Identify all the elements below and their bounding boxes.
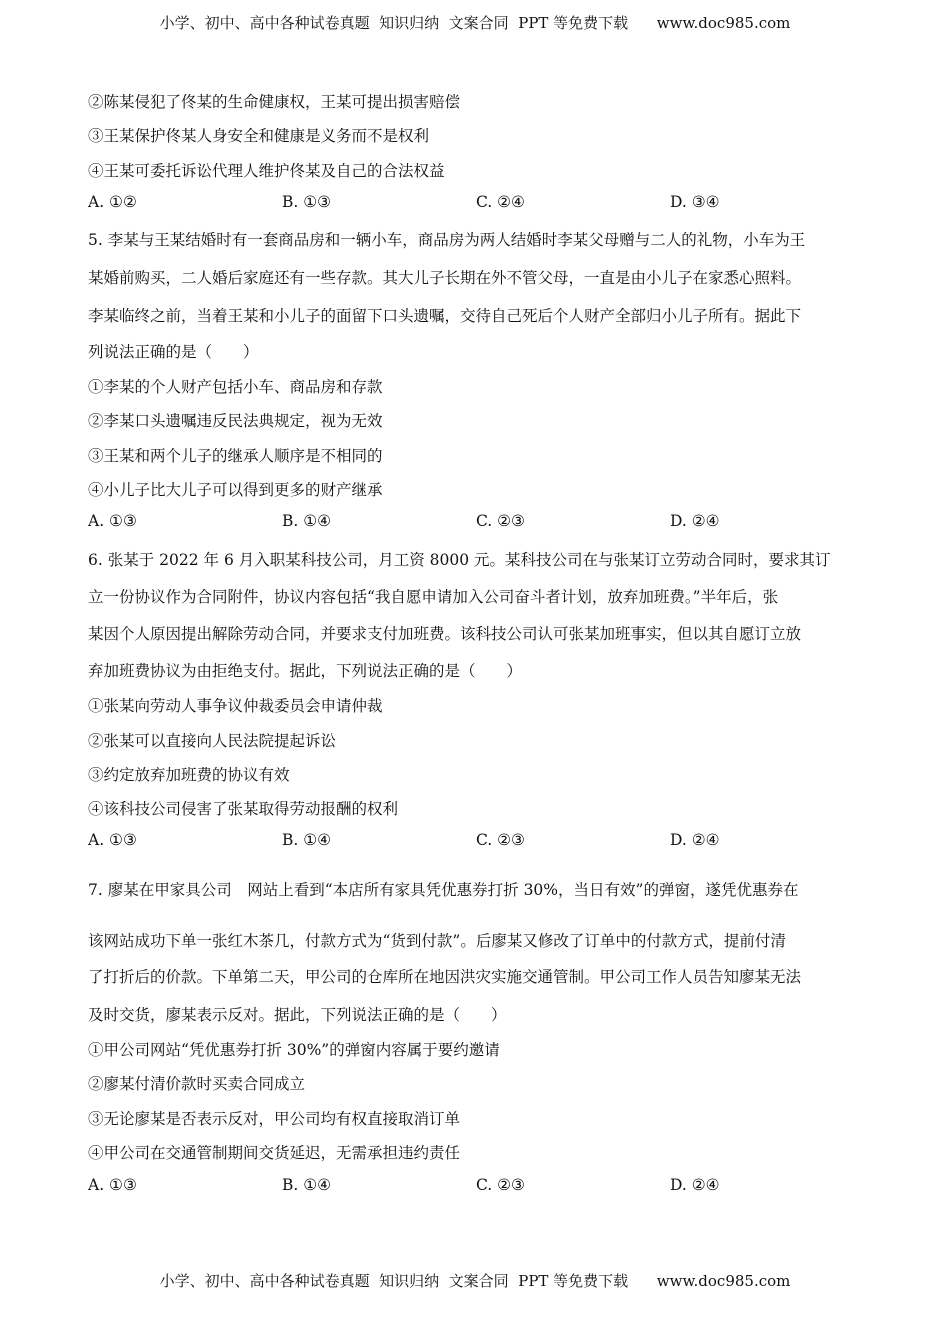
q7-option-a: A. ①③	[88, 1176, 137, 1194]
q7-stem-line-2: 该网站成功下单一张红木茶几，付款方式为“货到付款”。后廖某又修改了订单中的付款方式，提前付清	[88, 932, 786, 950]
q5-option-b: B. ①④	[282, 512, 332, 530]
q4-item-4: ④王某可委托诉讼代理人维护佟某及自己的合法权益	[88, 162, 445, 180]
q4-option-d: D. ③④	[670, 193, 720, 211]
q5-item-2: ②李某口头遗嘱违反民法典规定，视为无效	[88, 412, 383, 430]
q7-item-2: ②廖某付清价款时买卖合同成立	[88, 1075, 306, 1093]
q6-option-c: C. ②③	[476, 831, 525, 849]
q6-stem-line-4: 弃加班费协议为由拒绝支付。据此，下列说法正确的是（ ）	[88, 662, 523, 680]
q6-item-4: ④该科技公司侵害了张某取得劳动报酬的权利	[88, 800, 399, 818]
q5-stem-line-2: 某婚前购买，二人婚后家庭还有一些存款。其大儿子长期在外不管父母，一直是由小儿子在家悉心照料。	[88, 269, 802, 287]
q7-stem-line-3: 了打折后的价款。下单第二天，甲公司的仓库所在地因洪灾实施交通管制。甲公司工作人员告知廖某无法	[88, 968, 802, 986]
q5-stem-line-3: 李某临终之前，当着王某和小儿子的面留下口头遗嘱，交待自己死后个人财产全部归小儿子所有。据此下	[88, 307, 802, 325]
q4-item-2: ②陈某侵犯了佟某的生命健康权，王某可提出损害赔偿	[88, 93, 461, 111]
q4-option-a: A. ①②	[88, 193, 137, 211]
q4-item-3: ③王某保护佟某人身安全和健康是义务而不是权利	[88, 127, 430, 145]
q6-stem-line-2: 立一份协议作为合同附件，协议内容包括“我自愿申请加入公司奋斗者计划，放弃加班费。”半年后，张	[88, 588, 779, 606]
q4-option-b: B. ①③	[282, 193, 332, 211]
q5-stem-line-4: 列说法正确的是（ ）	[88, 343, 259, 361]
q7-stem-line-1: 7. 廖某在甲家具公司 网站上看到“本店所有家具凭优惠券打折 30%，当日有效”的弹窗，遂凭优惠券在	[88, 881, 799, 899]
q6-option-d: D. ②④	[670, 831, 720, 849]
q5-stem-line-1: 5. 李某与王某结婚时有一套商品房和一辆小车，商品房为两人结婚时李某父母赠与二人的礼物，小车为王	[88, 231, 806, 249]
q7-options	[88, 1176, 888, 1198]
q6-stem-line-3: 某因个人原因提出解除劳动合同，并要求支付加班费。该科技公司认可张某加班事实，但以其自愿订立放	[88, 625, 802, 643]
q6-item-3: ③约定放弃加班费的协议有效	[88, 766, 290, 784]
q7-option-c: C. ②③	[476, 1176, 525, 1194]
q5-option-a: A. ①③	[88, 512, 137, 530]
q5-option-d: D. ②④	[670, 512, 720, 530]
q5-item-3: ③王某和两个儿子的继承人顺序是不相同的	[88, 447, 383, 465]
q5-options	[88, 512, 888, 534]
q5-item-1: ①李某的个人财产包括小车、商品房和存款	[88, 378, 383, 396]
q7-item-4: ④甲公司在交通管制期间交货延迟，无需承担违约责任	[88, 1144, 461, 1162]
q7-stem-line-4: 及时交货，廖某表示反对。据此，下列说法正确的是（ ）	[88, 1006, 507, 1024]
q6-option-a: A. ①③	[88, 831, 137, 849]
q7-option-b: B. ①④	[282, 1176, 332, 1194]
q6-option-b: B. ①④	[282, 831, 332, 849]
q5-option-c: C. ②③	[476, 512, 525, 530]
q6-stem-line-1: 6. 张某于 2022 年 6 月入职某科技公司，月工资 8000 元。某科技公司在与张某订立劳动合同时，要求其订	[88, 551, 831, 569]
q7-option-d: D. ②④	[670, 1176, 720, 1194]
q4-options	[88, 193, 888, 215]
q7-item-3: ③无论廖某是否表示反对，甲公司均有权直接取消订单	[88, 1110, 461, 1128]
q5-item-4: ④小儿子比大儿子可以得到更多的财产继承	[88, 481, 383, 499]
page-footer: 小学、初中、高中各种试卷真题 知识归纳 文案合同 PPT 等免费下载 www.doc985.com	[159, 1272, 791, 1290]
q4-option-c: C. ②④	[476, 193, 525, 211]
q6-item-2: ②张某可以直接向人民法院提起诉讼	[88, 732, 337, 750]
q7-item-1: ①甲公司网站“凭优惠券打折 30%”的弹窗内容属于要约邀请	[88, 1041, 500, 1059]
page-header: 小学、初中、高中各种试卷真题 知识归纳 文案合同 PPT 等免费下载 www.doc985.com	[159, 14, 791, 32]
q6-options	[88, 831, 888, 853]
q6-item-1: ①张某向劳动人事争议仲裁委员会申请仲裁	[88, 697, 383, 715]
